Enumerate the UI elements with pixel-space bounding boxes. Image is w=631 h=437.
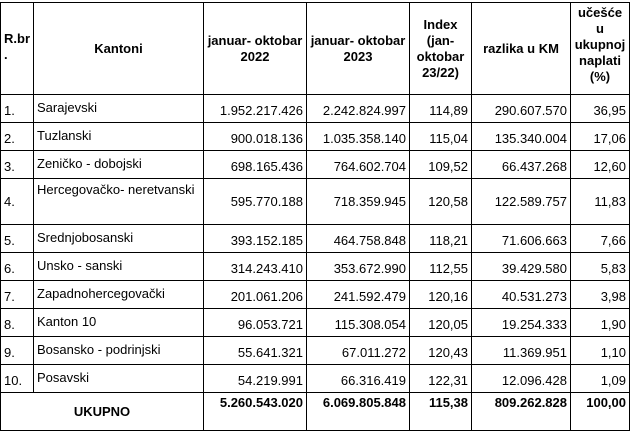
value-2023: 241.592.479: [307, 281, 410, 309]
share-value: 3,98: [571, 281, 630, 309]
canton-name: Unsko - sanski: [34, 253, 204, 281]
canton-name: Hercegovačko- neretvanski: [34, 179, 204, 225]
value-2022: 393.152.185: [204, 225, 307, 253]
index-value: 114,89: [410, 95, 472, 123]
header-index: Index (jan- oktobar 23/22): [410, 3, 472, 95]
table-row: [1, 365, 630, 393]
canton-name: Posavski: [34, 365, 204, 393]
share-value: 7,66: [571, 225, 630, 253]
value-2023: 764.602.704: [307, 151, 410, 179]
index-value: 122,31: [410, 365, 472, 393]
difference-value: 71.606.663: [472, 225, 571, 253]
total-label: UKUPNO: [1, 393, 204, 431]
difference-value: 122.589.757: [472, 179, 571, 225]
table-row: [1, 281, 630, 309]
table-row: [1, 337, 630, 365]
header-rb: R.br .: [1, 3, 34, 95]
value-2023: 2.242.824.997: [307, 95, 410, 123]
value-2023: 464.758.848: [307, 225, 410, 253]
row-number: 2.: [1, 123, 34, 151]
value-2023: 718.359.945: [307, 179, 410, 225]
value-2022: 54.219.991: [204, 365, 307, 393]
header-2023: januar- oktobar 2023: [307, 3, 410, 95]
share-value: 17,06: [571, 123, 630, 151]
table-row: [1, 309, 630, 337]
total-difference: 809.262.828: [472, 393, 571, 431]
table-row: [1, 253, 630, 281]
table-row: [1, 225, 630, 253]
index-value: 115,04: [410, 123, 472, 151]
canton-name: Tuzlanski: [34, 123, 204, 151]
canton-name: Zapadnohercegovački: [34, 281, 204, 309]
share-value: 1,10: [571, 337, 630, 365]
difference-value: 40.531.273: [472, 281, 571, 309]
difference-value: 66.437.268: [472, 151, 571, 179]
row-number: 3.: [1, 151, 34, 179]
index-value: 120,58: [410, 179, 472, 225]
canton-revenue-table-wrapper: [0, 2, 630, 431]
canton-name: Kanton 10: [34, 309, 204, 337]
table-row: [1, 151, 630, 179]
value-2023: 66.316.419: [307, 365, 410, 393]
share-value: 12,60: [571, 151, 630, 179]
index-value: 109,52: [410, 151, 472, 179]
table-row: [1, 95, 630, 123]
value-2022: 1.952.217.426: [204, 95, 307, 123]
value-2022: 55.641.321: [204, 337, 307, 365]
index-value: 120,16: [410, 281, 472, 309]
total-2023: 6.069.805.848: [307, 393, 410, 431]
index-value: 120,05: [410, 309, 472, 337]
index-value: 118,21: [410, 225, 472, 253]
total-row: [1, 393, 630, 431]
share-value: 1,90: [571, 309, 630, 337]
share-value: 5,83: [571, 253, 630, 281]
value-2022: 698.165.436: [204, 151, 307, 179]
index-value: 120,43: [410, 337, 472, 365]
row-number: 4.: [1, 179, 34, 225]
difference-value: 12.096.428: [472, 365, 571, 393]
row-number: 1.: [1, 95, 34, 123]
canton-name: Bosansko - podrinjski: [34, 337, 204, 365]
share-value: 36,95: [571, 95, 630, 123]
total-index: 115,38: [410, 393, 472, 431]
canton-revenue-table: [0, 2, 630, 431]
value-2023: 1.035.358.140: [307, 123, 410, 151]
row-number: 8.: [1, 309, 34, 337]
row-number: 9.: [1, 337, 34, 365]
total-share: 100,00: [571, 393, 630, 431]
value-2022: 314.243.410: [204, 253, 307, 281]
header-razlika: razlika u KM: [472, 3, 571, 95]
value-2022: 96.053.721: [204, 309, 307, 337]
difference-value: 290.607.570: [472, 95, 571, 123]
value-2023: 67.011.272: [307, 337, 410, 365]
row-number: 10.: [1, 365, 34, 393]
index-value: 112,55: [410, 253, 472, 281]
header-kantoni: Kantoni: [34, 3, 204, 95]
canton-name: Srednjobosanski: [34, 225, 204, 253]
table-row: [1, 179, 630, 225]
row-number: 7.: [1, 281, 34, 309]
canton-name: Sarajevski: [34, 95, 204, 123]
difference-value: 19.254.333: [472, 309, 571, 337]
share-value: 11,83: [571, 179, 630, 225]
value-2022: 595.770.188: [204, 179, 307, 225]
row-number: 5.: [1, 225, 34, 253]
header-ucesce: učešće u ukupnoj naplati (%): [571, 3, 630, 95]
share-value: 1,09: [571, 365, 630, 393]
value-2022: 201.061.206: [204, 281, 307, 309]
table-row: [1, 123, 630, 151]
header-2022: januar- oktobar 2022: [204, 3, 307, 95]
header-row: [1, 3, 630, 95]
difference-value: 11.369.951: [472, 337, 571, 365]
value-2022: 900.018.136: [204, 123, 307, 151]
value-2023: 353.672.990: [307, 253, 410, 281]
total-2022: 5.260.543.020: [204, 393, 307, 431]
value-2023: 115.308.054: [307, 309, 410, 337]
canton-name: Zeničko - dobojski: [34, 151, 204, 179]
difference-value: 39.429.580: [472, 253, 571, 281]
difference-value: 135.340.004: [472, 123, 571, 151]
row-number: 6.: [1, 253, 34, 281]
